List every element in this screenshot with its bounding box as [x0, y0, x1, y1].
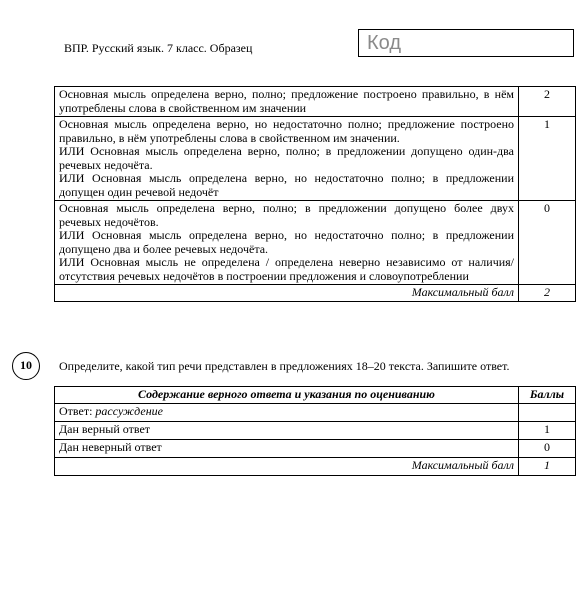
task-prompt: Определите, какой тип речи представлен в предложениях 18–20 текста. Запишите ответ. [59, 359, 510, 373]
criterion-line: ИЛИ Основная мысль определена верно, полно; в предложении допущено один-два речевых недочёта. [59, 144, 514, 172]
table-row [55, 439, 576, 457]
criteria-table-9 [54, 86, 576, 302]
header-score: Баллы [519, 387, 576, 404]
page-header-title: ВПР. Русский язык. 7 класс. Образец [64, 41, 253, 55]
criterion-score: 0 [519, 439, 576, 457]
header-description: Содержание верного ответа и указания по оцениванию [55, 387, 519, 404]
max-score-row [55, 457, 576, 475]
criterion-line: ИЛИ Основная мысль определена верно, но недостаточно полно; в предложении допущено два и более речевых недочёта. [59, 228, 514, 256]
criterion-line: Основная мысль определена верно, полно; в предложении допущено более двух речевых недочётов. [59, 201, 514, 229]
table-header-row [55, 387, 576, 404]
criterion-score: 1 [519, 117, 576, 201]
criterion-description [55, 117, 519, 201]
criterion-description: Дан неверный ответ [55, 439, 519, 457]
criterion-line: ИЛИ Основная мысль определена верно, но недостаточно полно; в предложении допущен один речевой недочёт [59, 171, 514, 199]
table-row [55, 201, 576, 285]
answer-row [55, 403, 576, 421]
criterion-line: ИЛИ Основная мысль не определена / определена неверно независимо от наличия/отсутствия речевых недочётов в построении предложения и словоупотреблении [59, 255, 514, 283]
criterion-description [55, 87, 519, 117]
task-number-badge: 10 [12, 352, 40, 380]
table-row [55, 421, 576, 439]
criterion-score: 2 [519, 87, 576, 117]
max-score-row [55, 285, 576, 302]
answer-prefix: Ответ: [59, 403, 96, 418]
criteria-table-10 [54, 386, 576, 476]
table-row [55, 87, 576, 117]
answer-score-empty [519, 403, 576, 421]
code-field[interactable]: Код [358, 29, 574, 57]
max-score-value: 2 [519, 285, 576, 302]
criterion-line: Основная мысль определена верно, но недостаточно полно; предложение построено правильно, в нём употреблены слова в свойственном им значении. [59, 117, 514, 145]
criterion-score: 1 [519, 421, 576, 439]
max-score-label: Максимальный балл [55, 457, 519, 475]
criterion-score: 0 [519, 201, 576, 285]
criterion-description: Дан верный ответ [55, 421, 519, 439]
max-score-value: 1 [519, 457, 576, 475]
answer-value: рассуждение [95, 403, 164, 418]
criterion-description [55, 201, 519, 285]
answer-cell [55, 403, 519, 421]
max-score-label: Максимальный балл [55, 285, 519, 302]
criterion-line: Основная мысль определена верно, полно; предложение построено правильно, в нём употреблены слова в свойственном им значении [59, 87, 514, 115]
table-row [55, 117, 576, 201]
